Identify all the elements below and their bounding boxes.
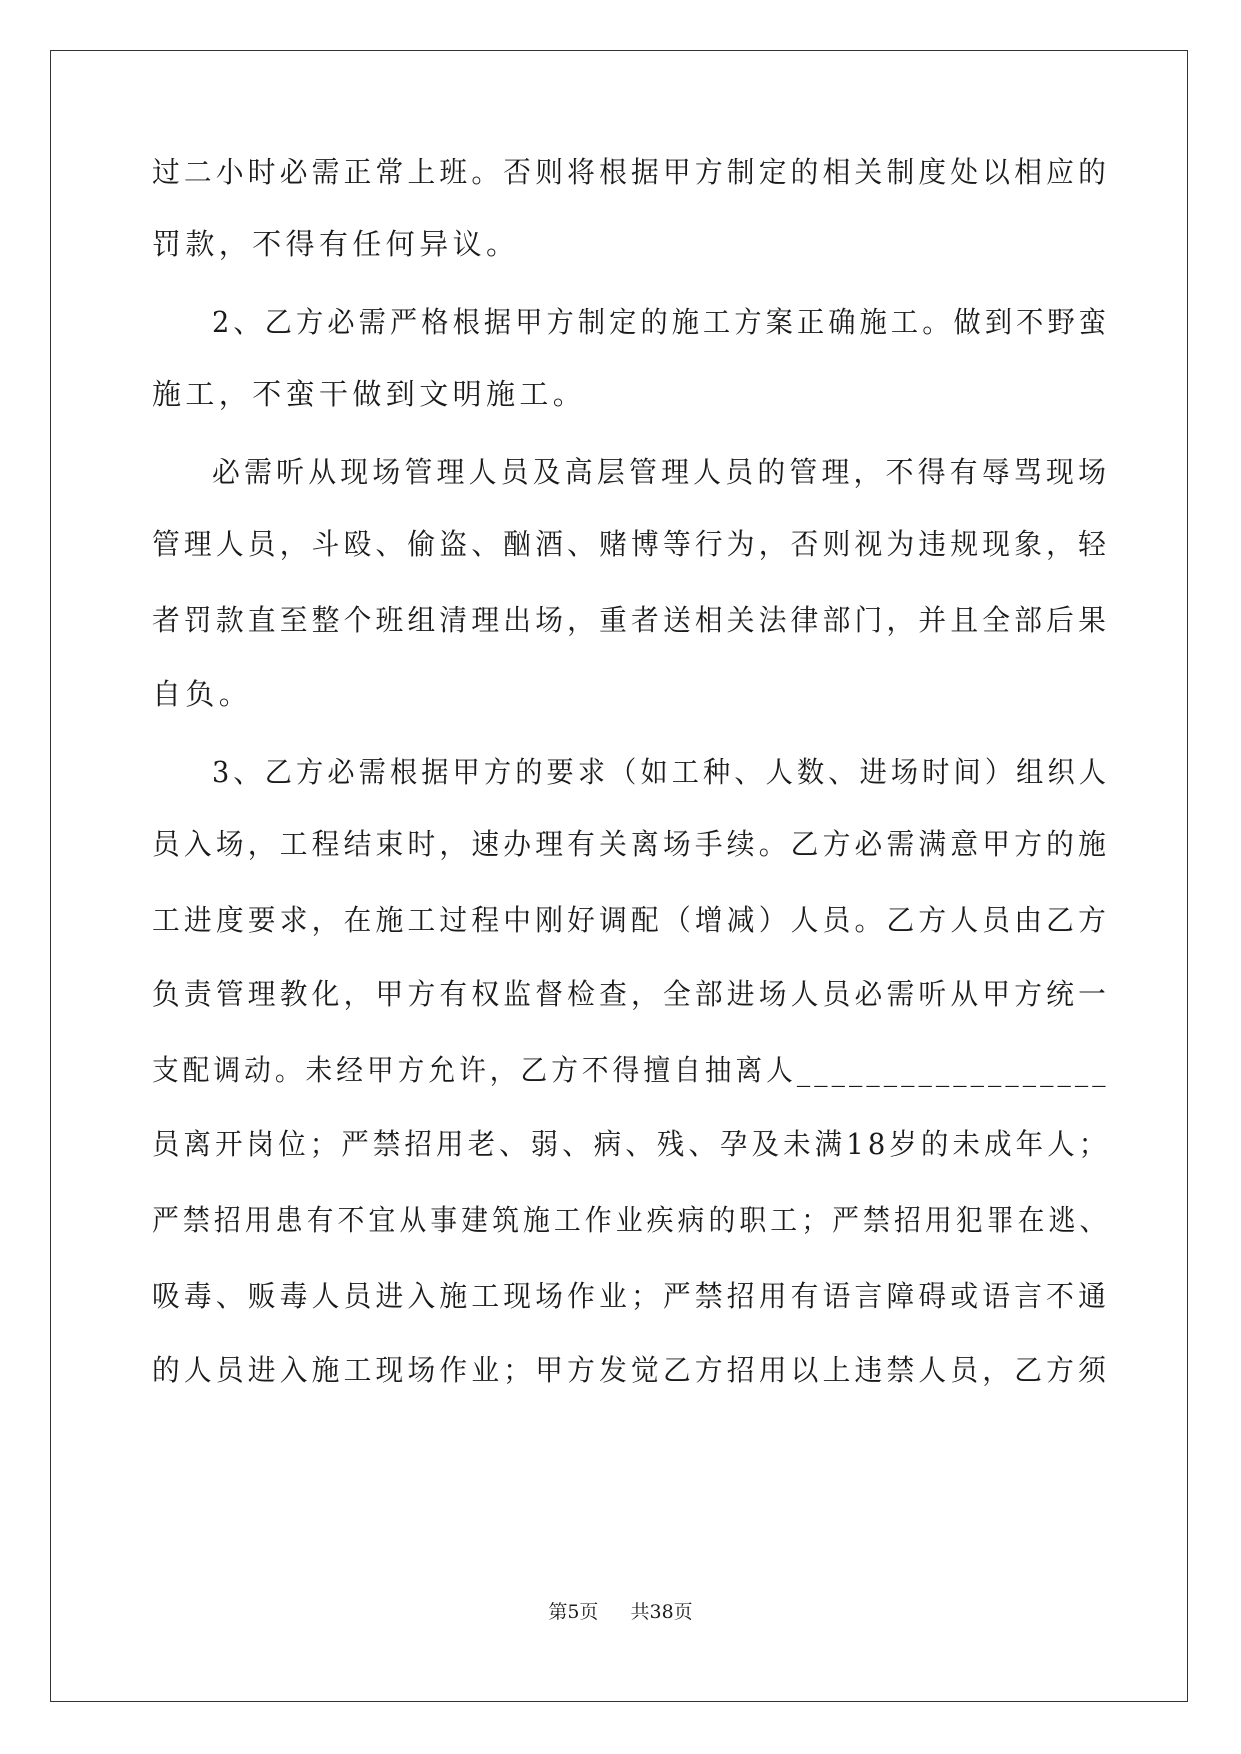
text-line: 管理人员，斗殴、偷盗、酗酒、赌博等行为，否则视为违规现象，轻 — [152, 527, 1111, 561]
page-border — [50, 50, 1188, 1702]
text-line: 自负。 — [152, 677, 253, 711]
text-line: 工进度要求，在施工过程中刚好调配（增减）人员。乙方人员由乙方 — [152, 903, 1111, 937]
text-line: 的人员进入施工现场作业；甲方发觉乙方招用以上违禁人员，乙方须 — [152, 1353, 1111, 1387]
text-line: 负责管理教化，甲方有权监督检查，全部进场人员必需听从甲方统一 — [152, 977, 1111, 1011]
text-line: 过二小时必需正常上班。否则将根据甲方制定的相关制度处以相应的 — [152, 155, 1111, 189]
text-line: 吸毒、贩毒人员进入施工现场作业；严禁招用有语言障碍或语言不通 — [152, 1279, 1111, 1313]
text-line: 2、乙方必需严格根据甲方制定的施工方案正确施工。做到不野蛮 — [212, 305, 1111, 339]
text-line: 罚款，不得有任何异议。 — [152, 227, 520, 261]
page-total: 共38页 — [630, 1601, 693, 1623]
text-line: 施工，不蛮干做到文明施工。 — [152, 377, 587, 411]
page-footer — [0, 1600, 1241, 1624]
text-line: 必需听从现场管理人员及高层管理人员的管理，不得有辱骂现场 — [212, 455, 1111, 489]
text-line: 严禁招用患有不宜从事建筑施工作业疾病的职工；严禁招用犯罪在逃、 — [152, 1203, 1111, 1237]
text-line: 3、乙方必需根据甲方的要求（如工种、人数、进场时间）组织人 — [212, 755, 1111, 789]
text-line: 员离开岗位；严禁招用老、弱、病、残、孕及未满18岁的未成年人； — [152, 1127, 1111, 1161]
text-line: 支配调动。未经甲方允许，乙方不得擅自抽离人__________________ — [152, 1053, 1110, 1087]
text-line: 者罚款直至整个班组清理出场，重者送相关法律部门，并且全部后果 — [152, 603, 1111, 637]
text-line: 员入场，工程结束时，速办理有关离场手续。乙方必需满意甲方的施 — [152, 827, 1111, 861]
page-number: 第5页 — [548, 1601, 599, 1623]
